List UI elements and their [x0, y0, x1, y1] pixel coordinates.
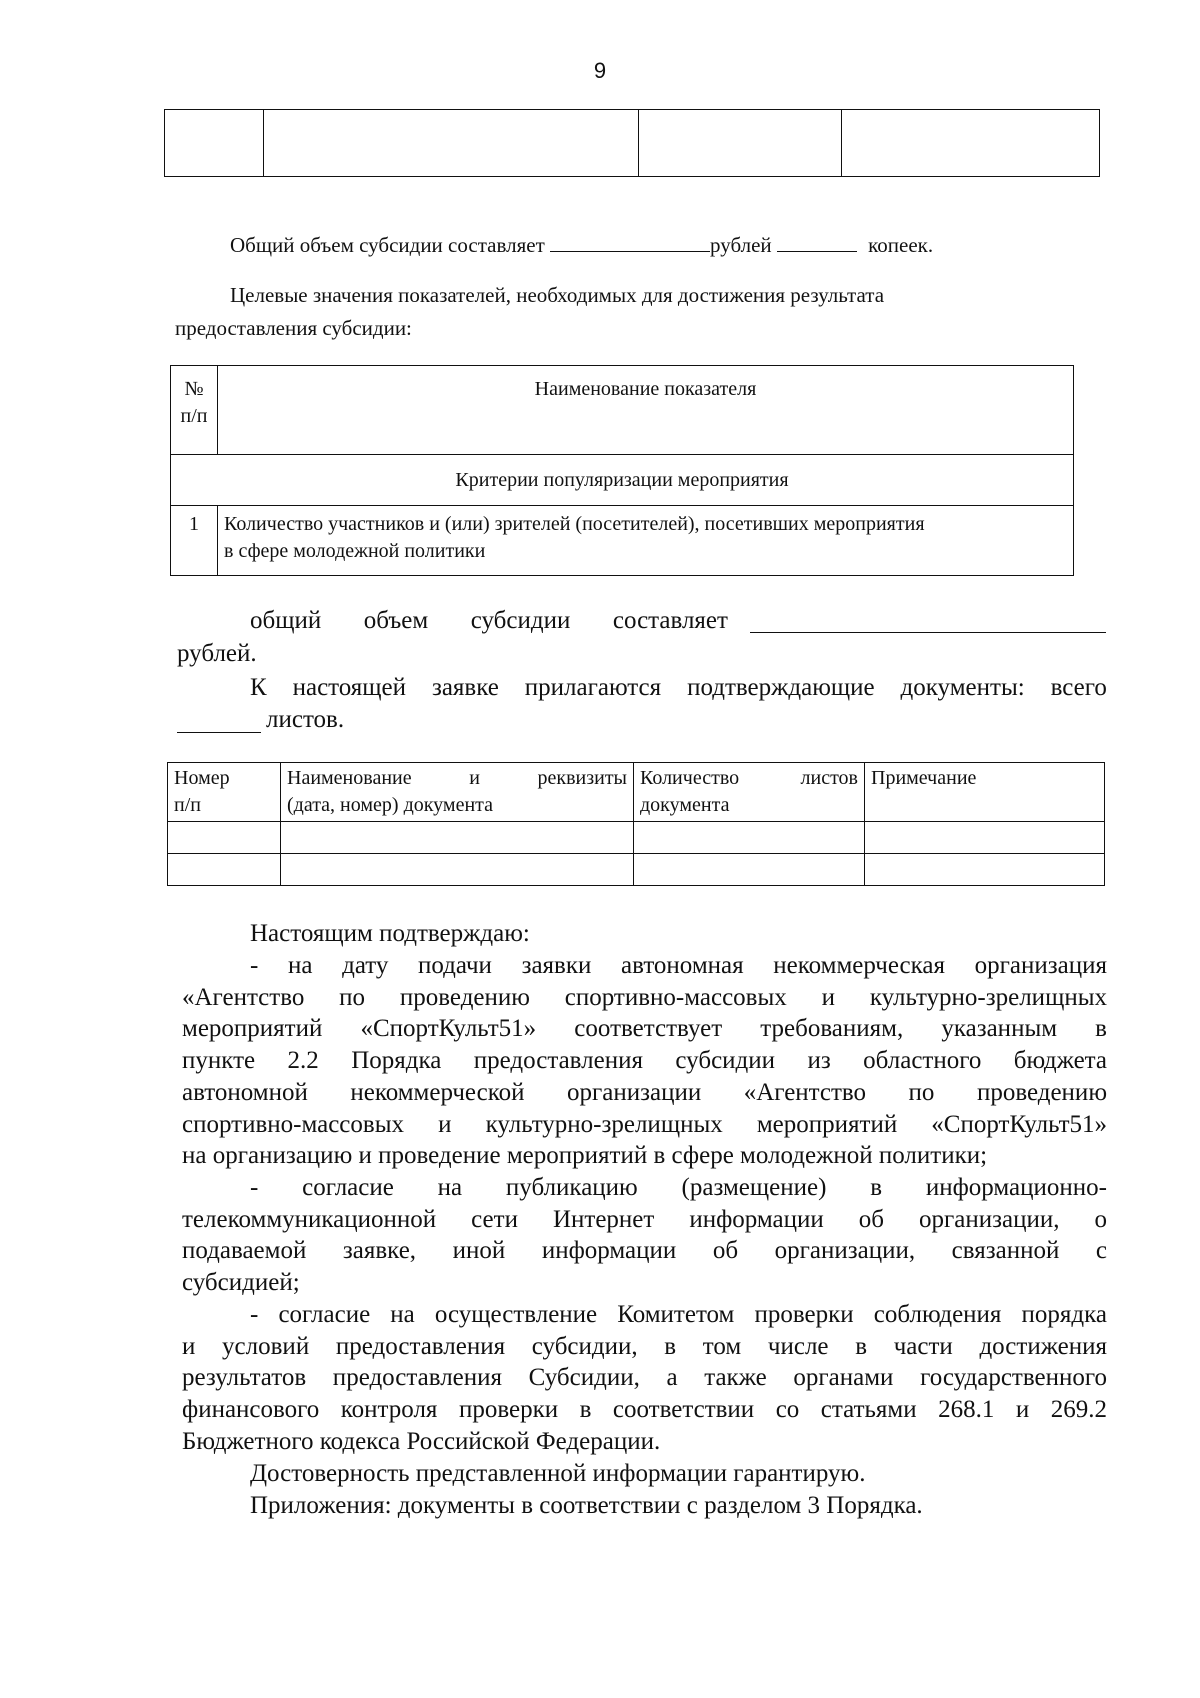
confirmation-paragraph-3 [182, 1299, 1107, 1458]
word: Наименование [287, 767, 412, 789]
word: Количество [640, 767, 740, 789]
attached-docs-suffix: листов. [266, 706, 345, 733]
col-name-line1 [287, 765, 627, 792]
total-amount-blank [750, 632, 1106, 633]
sheets-count-blank [177, 732, 261, 733]
kopecks-blank [777, 250, 857, 252]
target-values-intro-line1: Целевые значения показателей, необходимых для достижения результата [230, 283, 885, 307]
word: прилагаются [524, 674, 662, 701]
table-header-row [168, 763, 1105, 822]
col-number-line1: Номер [174, 767, 230, 789]
page-number: 9 [593, 58, 607, 83]
word: документы: [900, 674, 1025, 701]
col-name-header [281, 763, 634, 822]
subsidy-total-line [230, 233, 933, 258]
table-cell [165, 110, 264, 177]
paragraph-line: мероприятий «СпортКульт51» соответствует требованиям, указанным в [182, 1015, 1107, 1043]
word: субсидии [470, 607, 571, 634]
paragraph-line: - на дату подачи заявки автономная некоммерческая организация [250, 952, 1107, 979]
col-sheets-header [634, 763, 865, 822]
table-row [168, 822, 1105, 854]
total-amount-unit: рублей. [177, 640, 257, 667]
row-name-line2: в сфере молодежной политики [224, 540, 486, 562]
col-sheets-line1 [640, 765, 858, 792]
word: общий [250, 607, 322, 634]
word: и [469, 767, 480, 789]
table-cell [168, 854, 281, 886]
documents-table [167, 762, 1105, 886]
confirmation-heading: Настоящим подтверждаю: [250, 920, 530, 947]
word: реквизиты [537, 767, 627, 789]
word: подтверждающие [687, 674, 875, 701]
paragraph-line: и условий предоставления субсидии, в том числе в части достижения [182, 1332, 1107, 1360]
table-cell [865, 854, 1105, 886]
table-cell [264, 110, 639, 177]
table-cell [634, 854, 865, 886]
target-values-intro-line2: предоставления субсидии: [175, 316, 412, 340]
table-cell [168, 822, 281, 854]
paragraph-line: Бюджетного кодекса Российской Федерации. [182, 1427, 661, 1455]
word: составляет [612, 607, 728, 634]
confirmation-paragraph-1 [182, 950, 1107, 1172]
table-cell [281, 822, 634, 854]
table-row [171, 506, 1074, 576]
table-section-row [171, 455, 1074, 506]
reliability-statement: Достоверность представленной информации гарантирую. [250, 1460, 866, 1487]
col-number-line1: № [184, 378, 204, 400]
table-cell [634, 822, 865, 854]
table-header-row [171, 366, 1074, 455]
subsidy-total-prefix: Общий объем субсидии составляет [230, 233, 545, 257]
col-number-line2: п/п [174, 794, 201, 816]
paragraph-line: на организацию и проведение мероприятий в сфере молодежной политики; [182, 1142, 988, 1170]
paragraph-line: подаваемой заявке, иной информации об организации, связанной с [182, 1237, 1107, 1265]
paragraph-line: телекоммуникационной сети Интернет информации об организации, о [182, 1205, 1107, 1233]
col-number-header [171, 366, 218, 455]
row-number: 1 [171, 506, 218, 576]
table-cell [639, 110, 842, 177]
table-cell [281, 854, 634, 886]
indicators-table [170, 365, 1074, 576]
col-number-header [168, 763, 281, 822]
table-cell [842, 110, 1100, 177]
paragraph-line: «Агентство по проведению спортивно-массовых и культурно-зрелищных [182, 983, 1107, 1011]
row-name [218, 506, 1074, 576]
paragraph-line: результатов предоставления Субсидии, а также органами государственного [182, 1364, 1107, 1392]
confirmation-paragraph-2 [182, 1172, 1107, 1299]
total-amount-words [250, 605, 728, 637]
col-note-header: Примечание [865, 763, 1105, 822]
paragraph-line: автономной некоммерческой организации «Агентство по проведению [182, 1078, 1107, 1106]
rubles-label: рублей [710, 233, 772, 257]
kopecks-label: копеек. [868, 233, 934, 257]
word: объем [363, 607, 429, 634]
paragraph-line: пункте 2.2 Порядка предоставления субсидии из областного бюджета [182, 1047, 1107, 1075]
col-name-header: Наименование показателя [218, 366, 1074, 455]
continued-table [164, 109, 1100, 177]
word: настоящей [292, 674, 407, 701]
attachments-statement: Приложения: документы в соответствии с разделом 3 Порядка. [250, 1492, 923, 1519]
paragraph-line: финансового контроля проверки в соответствии со статьями 268.1 и 269.2 [182, 1396, 1107, 1424]
paragraph-line: субсидией; [182, 1269, 300, 1297]
paragraph-line: спортивно-массовых и культурно-зрелищных мероприятий «СпортКульт51» [182, 1110, 1107, 1138]
section-title: Критерии популяризации мероприятия [171, 455, 1074, 506]
rubles-blank [550, 250, 710, 252]
col-number-line2: п/п [180, 405, 208, 427]
total-amount-line [250, 605, 728, 637]
row-name-line1: Количество участников и (или) зрителей (посетителей), посетивших мероприятия [224, 513, 925, 535]
word: всего [1050, 674, 1107, 701]
attached-docs-words [250, 672, 1107, 704]
word: К [250, 674, 267, 701]
col-sheets-line2: документа [640, 794, 730, 816]
word: листов [800, 767, 858, 789]
paragraph-line: - согласие на публикацию (размещение) в информационно- [250, 1174, 1107, 1201]
table-row [168, 854, 1105, 886]
table-row [165, 110, 1100, 177]
attached-docs-line1 [250, 672, 1107, 704]
word: заявке [431, 674, 499, 701]
paragraph-line: - согласие на осуществление Комитетом проверки соблюдения порядка [250, 1301, 1107, 1328]
col-name-line2: (дата, номер) документа [287, 794, 494, 816]
table-cell [865, 822, 1105, 854]
